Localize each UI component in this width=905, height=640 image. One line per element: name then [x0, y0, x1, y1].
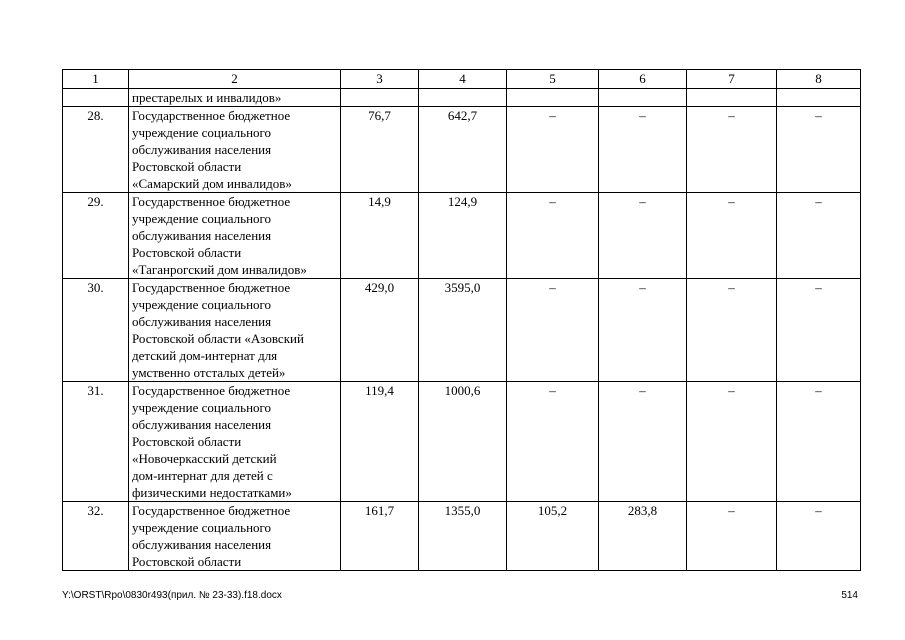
cell-c3: 76,7 [341, 107, 419, 193]
institution-name-line: учреждение социального [132, 400, 272, 415]
cell-c5: – [507, 279, 599, 382]
cell-c8: – [777, 279, 861, 382]
institution-name [129, 279, 341, 382]
institution-name-line: детский дом-интернат для [132, 348, 278, 363]
cell-c8: – [777, 382, 861, 502]
table-row [63, 193, 861, 279]
institution-name-line: Государственное бюджетное [132, 383, 291, 398]
col-header-2: 2 [129, 70, 341, 89]
institution-name-line: учреждение социального [132, 520, 272, 535]
cell-c7: – [687, 107, 777, 193]
data-table [62, 69, 861, 571]
institution-name-line: Государственное бюджетное [132, 280, 291, 295]
institution-name-line: обслуживания населения [132, 228, 272, 243]
institution-name [129, 382, 341, 502]
institution-name-line: учреждение социального [132, 211, 272, 226]
cell-c7: – [687, 382, 777, 502]
institution-name-line: дом-интернат для детей с [132, 468, 273, 483]
institution-name-line: Государственное бюджетное [132, 503, 291, 518]
col-header-1: 1 [63, 70, 129, 89]
cell-c6: – [599, 382, 687, 502]
continuation-row [63, 89, 861, 107]
institution-name-line: Ростовской области [132, 159, 242, 174]
table-row [63, 107, 861, 193]
footer-file-path: Y:\ORST\Rpo\0830r493(прил. № 23-33).f18.docx [62, 590, 282, 601]
institution-name-line: учреждение социального [132, 297, 272, 312]
institution-name-line: умственно отсталых детей» [132, 365, 286, 380]
cell-c6: 283,8 [599, 502, 687, 571]
cell-c6: – [599, 107, 687, 193]
row-number: 31. [63, 382, 129, 502]
cell-c4: 124,9 [419, 193, 507, 279]
institution-name [129, 502, 341, 571]
cell-c8: – [777, 107, 861, 193]
row-number: 29. [63, 193, 129, 279]
institution-name [129, 193, 341, 279]
col-header-4: 4 [419, 70, 507, 89]
institution-name-line: «Таганрогский дом инвалидов» [132, 262, 307, 277]
table-row [63, 279, 861, 382]
institution-name-line: учреждение социального [132, 125, 272, 140]
col-header-7: 7 [687, 70, 777, 89]
cell-c4: 1000,6 [419, 382, 507, 502]
table-row [63, 502, 861, 571]
cell-c3: 429,0 [341, 279, 419, 382]
cell-c5: – [507, 193, 599, 279]
continuation-text: престарелых и инвалидов» [129, 89, 341, 107]
row-number: 32. [63, 502, 129, 571]
cell-c5: 105,2 [507, 502, 599, 571]
header-row [63, 70, 861, 89]
row-number: 30. [63, 279, 129, 382]
cell-c4: 1355,0 [419, 502, 507, 571]
cell-c6: – [599, 279, 687, 382]
footer-page-number: 514 [841, 590, 858, 601]
cell-c7: – [687, 502, 777, 571]
cell-c5: – [507, 382, 599, 502]
institution-name-line: обслуживания населения [132, 314, 272, 329]
cell-c3: 161,7 [341, 502, 419, 571]
col-header-8: 8 [777, 70, 861, 89]
cell-c5: – [507, 107, 599, 193]
cell-c8: – [777, 193, 861, 279]
cell-c7: – [687, 193, 777, 279]
institution-name-line: «Самарский дом инвалидов» [132, 176, 292, 191]
table-row [63, 382, 861, 502]
institution-name-line: Ростовской области [132, 434, 242, 449]
cell-c4: 642,7 [419, 107, 507, 193]
institution-name-line: Государственное бюджетное [132, 108, 291, 123]
institution-name-line: обслуживания населения [132, 537, 272, 552]
institution-name-line: обслуживания населения [132, 417, 272, 432]
cell-c6: – [599, 193, 687, 279]
institution-name-line: физическими недостатками» [132, 485, 292, 500]
institution-name-line: Ростовской области [132, 554, 242, 569]
cell-c8: – [777, 502, 861, 571]
institution-name-line: Государственное бюджетное [132, 194, 291, 209]
row-number: 28. [63, 107, 129, 193]
institution-name-line: обслуживания населения [132, 142, 272, 157]
cell-c3: 14,9 [341, 193, 419, 279]
institution-name-line: «Новочеркасский детский [132, 451, 277, 466]
cell-c3: 119,4 [341, 382, 419, 502]
col-header-5: 5 [507, 70, 599, 89]
col-header-3: 3 [341, 70, 419, 89]
col-header-6: 6 [599, 70, 687, 89]
institution-name-line: Ростовской области «Азовский [132, 331, 304, 346]
institution-name-line: Ростовской области [132, 245, 242, 260]
cell-c4: 3595,0 [419, 279, 507, 382]
cell-c7: – [687, 279, 777, 382]
institution-name [129, 107, 341, 193]
